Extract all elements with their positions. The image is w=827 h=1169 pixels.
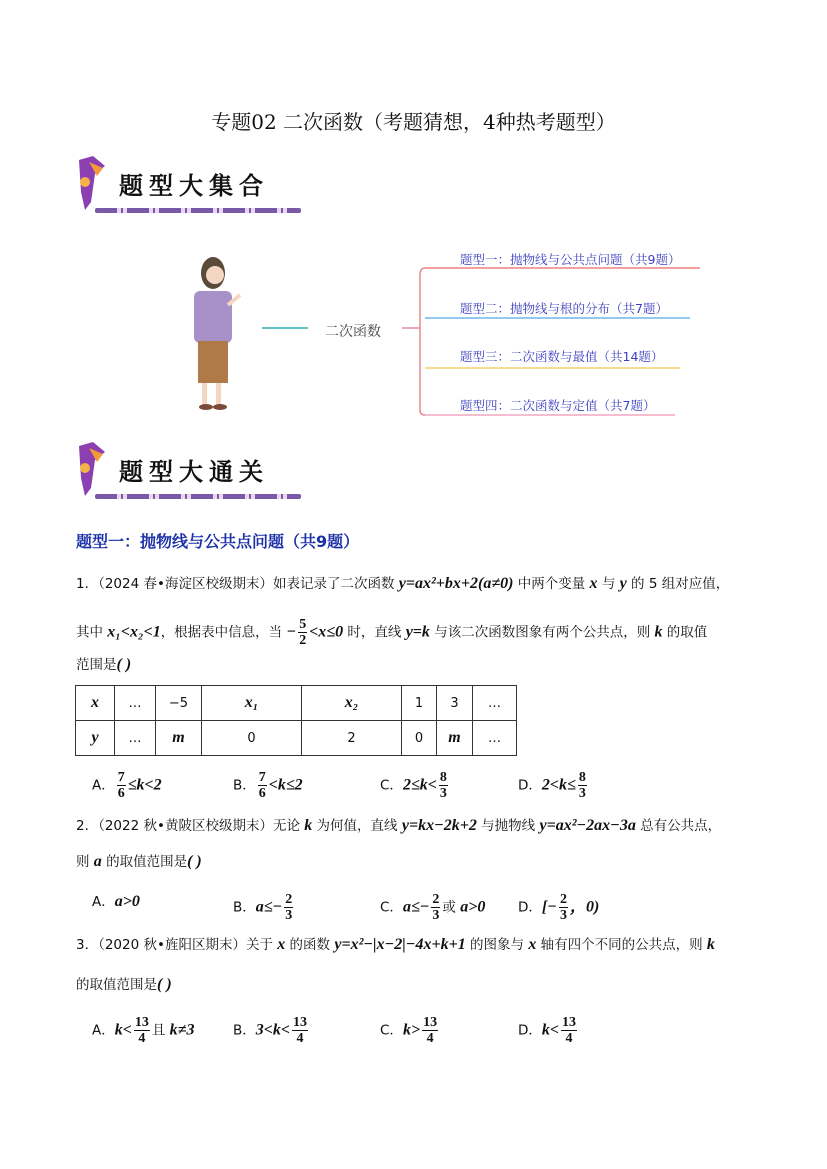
banner-underline	[95, 208, 301, 213]
option-D[interactable]	[518, 1015, 579, 1046]
math-expression: x₁<x₂<1	[107, 623, 161, 641]
text: A．	[92, 894, 115, 910]
math-expression: k≠3	[169, 1021, 195, 1039]
denominator: 3	[439, 786, 447, 801]
teacher-illustration	[194, 257, 240, 410]
mindmap-branch-1: 题型一：抛物线与公共点问题（共9题）	[460, 252, 681, 267]
text: A．	[92, 1022, 115, 1039]
option-B[interactable]	[233, 1015, 310, 1046]
math-expression: y=ax²+bx+2(a≠0)	[398, 575, 514, 592]
math-expression: ( )	[157, 976, 172, 993]
numerator: 13	[293, 1015, 307, 1030]
math-expression: [−	[541, 898, 557, 916]
numerator: 13	[562, 1015, 577, 1030]
text: 时，直线	[343, 624, 406, 641]
option-D[interactable]	[518, 770, 589, 801]
text: 或	[442, 899, 461, 916]
table-cell: x₁	[202, 686, 302, 721]
math-expression: <k≤2	[268, 776, 303, 794]
denominator: 6	[117, 786, 125, 801]
text: 的图象与	[465, 937, 529, 953]
math-expression: k<	[114, 1021, 132, 1039]
option-C[interactable]	[380, 892, 485, 923]
math-expression: a>0	[460, 898, 486, 916]
text: 总有公共点，	[635, 818, 722, 834]
fraction	[439, 770, 448, 801]
table-cell: 1	[402, 686, 437, 721]
text: 1．（2024 春•海淀区校级期末）如表记录了二次函数	[76, 576, 399, 592]
fraction	[117, 770, 126, 801]
text: 且	[151, 1022, 170, 1039]
math-expression: 2<k≤	[541, 776, 576, 794]
table-cell: x	[76, 686, 115, 721]
text: 其中	[76, 624, 108, 641]
fraction	[298, 617, 307, 648]
denominator: 3	[559, 908, 567, 923]
math-expression: k	[706, 936, 715, 953]
text: 的取值	[662, 624, 708, 641]
math-expression: k	[304, 817, 313, 834]
math-expression: ( )	[116, 656, 132, 673]
text: 的 5 组对应值，	[626, 576, 730, 592]
numerator: 7	[258, 770, 266, 785]
text: D．	[518, 777, 542, 794]
text: D．	[518, 1022, 542, 1039]
table-cell: −5	[156, 686, 202, 721]
fraction	[258, 770, 267, 801]
text: B．	[233, 1022, 256, 1039]
table-cell: …	[473, 686, 517, 721]
text: 3．（2020 秋•旌阳区期末）关于	[76, 937, 278, 953]
fraction	[578, 770, 587, 801]
banner-title: 题型大集合	[119, 171, 269, 200]
math-expression: a≤−	[402, 898, 430, 916]
text: 轴有四个不同的公共点，则	[536, 937, 707, 953]
math-expression: ，0)	[569, 898, 600, 916]
option-A[interactable]	[92, 1015, 194, 1046]
denominator: 4	[426, 1031, 434, 1046]
banner-underline	[95, 494, 301, 499]
math-expression: x	[277, 936, 286, 953]
question-3-line	[76, 975, 172, 995]
table-row	[76, 686, 517, 721]
question-2-line	[76, 816, 721, 836]
text: D．	[518, 899, 542, 916]
denominator: 3	[285, 908, 293, 923]
table-cell: m	[437, 721, 473, 756]
table-cell: 3	[437, 686, 473, 721]
text: C．	[380, 1022, 403, 1039]
numerator: 13	[423, 1015, 438, 1030]
option-B[interactable]	[233, 770, 303, 801]
math-expression: x	[589, 575, 598, 592]
fraction	[431, 892, 440, 923]
table-cell: 0	[402, 721, 437, 756]
math-expression: y=ax²−2ax−3a	[539, 817, 636, 834]
banner-question-practice	[75, 438, 305, 506]
mindmap-branch-3: 题型三：二次函数与最值（共14题）	[460, 349, 664, 364]
table-cell: x₂	[302, 686, 402, 721]
denominator: 4	[296, 1031, 304, 1046]
question-1-line	[76, 574, 729, 594]
fraction	[134, 1015, 150, 1046]
text: 的函数	[285, 937, 335, 953]
section-heading: 题型一：抛物线与公共点问题（共9题）	[76, 532, 360, 551]
option-A[interactable]	[92, 770, 162, 801]
table-row	[76, 721, 517, 756]
numerator: 13	[134, 1015, 149, 1030]
numerator: 2	[559, 892, 567, 907]
pencil-mascot-icon	[75, 152, 109, 214]
text: B．	[233, 899, 256, 916]
math-expression: k	[654, 623, 663, 641]
math-expression: 3<k<	[255, 1021, 290, 1039]
math-expression: a	[93, 853, 102, 870]
denominator: 3	[578, 786, 586, 801]
math-expression: y	[619, 575, 627, 592]
table-cell: m	[156, 721, 202, 756]
table-cell: 2	[302, 721, 402, 756]
mindmap-branch-4: 题型四：二次函数与定值（共7题）	[460, 398, 656, 413]
denominator: 6	[258, 786, 266, 801]
math-expression: y=x²−|x−2|−4x+k+1	[334, 936, 466, 953]
banner-title: 题型大通关	[119, 457, 269, 486]
numerator: 8	[439, 770, 447, 785]
table-cell: y	[76, 721, 115, 756]
mindmap-branch-2: 题型二：抛物线与根的分布（共7题）	[460, 301, 668, 316]
fraction	[422, 1015, 438, 1046]
question-3-line	[76, 935, 715, 955]
question-1-line	[76, 617, 707, 648]
text: 则	[76, 854, 94, 870]
math-expression: k>	[402, 1021, 421, 1039]
fraction	[559, 892, 568, 923]
page-title: 专题02 二次函数（考题猜想，4种热考题型）	[211, 110, 616, 134]
text: 与	[597, 576, 620, 592]
text: A．	[92, 777, 115, 794]
text: 2．（2022 秋•黄陂区校级期末）无论	[76, 818, 305, 834]
numerator: 2	[285, 892, 293, 907]
math-expression: x	[528, 936, 537, 953]
math-expression: <x≤0	[309, 623, 344, 641]
numerator: 2	[432, 892, 440, 907]
text: C．	[380, 899, 403, 916]
text: 范围是	[76, 657, 117, 673]
fraction	[292, 1015, 308, 1046]
mindmap-center: 二次函数	[325, 324, 381, 340]
option-A[interactable]	[92, 892, 140, 912]
math-expression: y=k	[405, 623, 430, 641]
math-expression: a>0	[114, 893, 140, 910]
text: 的取值范围是	[76, 977, 157, 993]
option-B[interactable]	[233, 892, 295, 923]
question-1-line	[76, 655, 131, 675]
table-cell: …	[115, 686, 156, 721]
math-expression: 2≤k<	[402, 776, 437, 794]
denominator: 4	[565, 1031, 573, 1046]
table-cell: …	[115, 721, 156, 756]
text: 与该二次函数图象有两个公共点，则	[429, 624, 655, 641]
text: C．	[380, 777, 403, 794]
table-cell: 0	[202, 721, 302, 756]
numerator: 7	[117, 770, 125, 785]
text: B．	[233, 777, 256, 794]
option-D[interactable]	[518, 892, 599, 923]
math-expression: ( )	[187, 853, 202, 870]
denominator: 3	[432, 908, 440, 923]
denominator: 2	[299, 633, 307, 648]
math-expression: ≤k<2	[127, 776, 162, 794]
pencil-mascot-icon	[75, 438, 109, 500]
banner-question-types	[75, 152, 305, 220]
math-expression: y=kx−2k+2	[401, 817, 477, 834]
option-C[interactable]	[380, 770, 450, 801]
fraction	[561, 1015, 577, 1046]
fraction	[284, 892, 293, 923]
question-2-line	[76, 852, 202, 872]
numerator: 8	[578, 770, 586, 785]
text: 为何值，直线	[312, 818, 402, 834]
math-expression: k<	[541, 1021, 560, 1039]
denominator: 4	[138, 1031, 146, 1046]
math-expression: a≤−	[255, 898, 283, 916]
text: 中两个变量	[513, 576, 590, 592]
text: 的取值范围是	[101, 854, 188, 870]
value-table	[75, 685, 517, 756]
numerator: 5	[299, 617, 307, 632]
text: ，根据表中信息，当	[160, 624, 287, 641]
option-C[interactable]	[380, 1015, 440, 1046]
text: 与抛物线	[476, 818, 540, 834]
table-cell: …	[473, 721, 517, 756]
math-expression: −	[286, 623, 297, 641]
